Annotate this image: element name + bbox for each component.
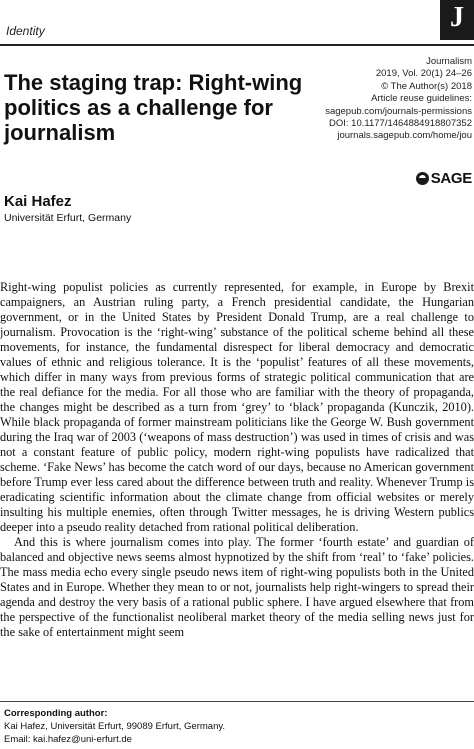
section-label: Identity — [6, 24, 45, 38]
meta-permissions-link[interactable]: sagepub.com/journals-permissions — [325, 105, 472, 117]
header-rule — [0, 44, 474, 46]
corresponding-author-email[interactable]: Email: kai.hafez@uni-erfurt.de — [4, 734, 132, 745]
meta-journal-name: Journalism — [426, 56, 472, 67]
meta-doi[interactable]: DOI: 10.1177/1464884918807352 — [329, 118, 472, 130]
author-affiliation: Universität Erfurt, Germany — [4, 212, 132, 224]
meta-reuse-label: Article reuse guidelines: — [371, 93, 472, 105]
author-name: Kai Hafez — [4, 193, 72, 210]
body-paragraph: And this is where journalism comes into play. The former ‘fourth estate’ and guardian of balanced and objective news seems almost hypnotized by the shift from ‘real’ to ‘fake’ policies. The mass media echo every single pseudo news item of right-wing populists both in the United States and in Europe. Whether they mean to or not, journalists help right-wingers to spread their agenda and destroy the very basis of a rational public sphere. I have argued elsewhere that from the perspective of the functionalist neoliberal market theory of the media selling news just for the sake of entertainment might seem — [0, 535, 474, 639]
journal-meta — [312, 56, 472, 143]
corresponding-author-label: Corresponding author: — [4, 708, 108, 719]
corresponding-author-address: Kai Hafez, Universität Erfurt, 99089 Erfurt, Germany. — [4, 721, 226, 732]
meta-journal-link[interactable]: journals.sagepub.com/home/jou — [337, 130, 472, 142]
publisher-logo — [416, 169, 472, 187]
meta-volume: 2019, Vol. 20(1) 24–26 — [375, 68, 472, 80]
article-body — [0, 280, 474, 640]
meta-copyright: © The Author(s) 2018 — [381, 80, 472, 92]
body-paragraph: Right-wing populist policies as currently represented, for example, in Europe by Brexit campaigners, an Austrian ruling party, a French presidential candidate, the Hungarian government, or in the United States by President Donald Trump, are a real challenge to journalism. Provocation is the ‘right-wing’ substance of the political scheme behind all these movements, for instance, the fundamental disrespect for liberal democracy and democratic values of ethnic and religious tolerance. It is the ‘populist’ features of all these movements, which differ in many ways from previous forms of strategic political communication that are the real defiance for the media. For all those who are familiar with the theory of propaganda, the changes might be described as a turn from ‘grey’ to ‘black’ propaganda (Kunczik, 2010). While black propaganda of former mainstream politicians like the George W. Bush government during the Iraq war of 2003 (‘weapons of mass destruction’) was used in times of crisis and was not a constant feature of public policy, modern right-wing populists have radicalized that scheme. ‘Fake News’ has become the catch word of our days, because no American government before Trump ever less cared about the difference between truth and reality. Whenever Trump is eradicating scientific information about the climate change from official websites or merely insulting his multiple enemies, often through Twitter messages, he is driving Western publics deeper into a pseudo reality detached from rational political deliberation. — [0, 280, 474, 534]
footer-rule — [0, 701, 474, 702]
publisher-name: SAGE — [430, 169, 472, 187]
sage-logo-icon — [416, 172, 429, 185]
article-title: The staging trap: Right-wing politics as a challenge for journalism — [4, 70, 303, 145]
corresponding-author-note — [4, 707, 225, 746]
journal-mark-tab: J — [440, 0, 474, 40]
